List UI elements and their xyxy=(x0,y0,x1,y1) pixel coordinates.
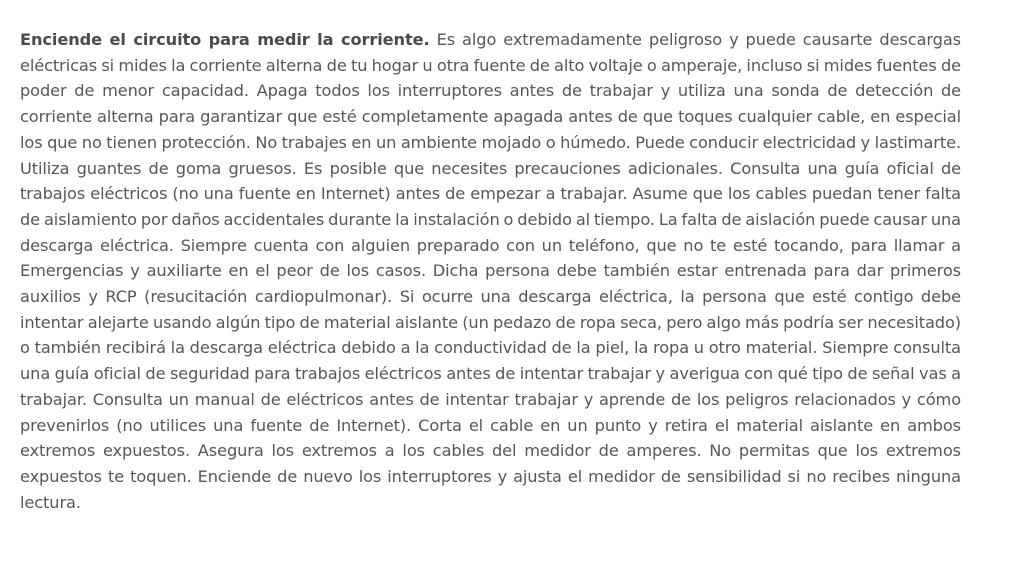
paragraph-body-text: Es algo extremadamente peligroso y puede causarte descargas eléctricas si mides la corriente alterna de tu hogar u otra fuente de alto voltaje o amperaje, incluso si mides fuentes de poder de menor capacidad. Apaga todos los interruptores antes de trabajar y utiliza una sonda de detección de corriente alterna para garantizar que esté completamente apagada antes de que toques cualquier cable, en especial los que no tienen protección. No trabajes en un ambiente mojado o húmedo. Puede conducir electricidad y lastimarte. Utiliza guantes de goma gruesos. Es posible que necesites precauciones adicionales. Consulta una guía oficial de trabajos eléctricos (no una fuente en Internet) antes de empezar a trabajar. Asume que los cables puedan tener falta de aislamiento por daños accidentales durante la instalación o debido al tiempo. La falta de aislación puede causar una descarga eléctrica. Siempre cuenta con alguien preparado con un teléfono, que no te esté tocando, para llamar a Emergencias y auxiliarte en el peor de los casos. Dicha persona debe también estar entrenada para dar primeros auxilios y RCP (resucitación cardiopulmonar). Si ocurre una descarga eléctrica, la persona que esté contigo debe intentar alejarte usando algún tipo de material aislante (un pedazo de ropa seca, pero algo más podría ser necesitado) o también recibirá la descarga eléctrica debido a la conductividad de la piel, la ropa u otro material. Siempre consulta una guía oficial de seguridad para trabajos eléctricos antes de intentar trabajar y averigua con qué tipo de señal vas a trabajar. Consulta un manual de eléctricos antes de intentar trabajar y aprende de los peligros relacionados y cómo prevenirlos (no utilices una fuente de Internet). Corta el cable en un punto y retira el material aislante en ambos extremos expuestos. Asegura los extremos a los cables del medidor de amperes. No permitas que los extremos expuestos te toquen. Enciende de nuevo los interruptores y ajusta el medidor de sensibilidad si no recibes ninguna lectura. xyxy=(20,30,961,512)
slide-paragraph xyxy=(20,27,961,515)
paragraph-lead-sentence: Enciende el circuito para medir la corriente. xyxy=(20,30,430,49)
